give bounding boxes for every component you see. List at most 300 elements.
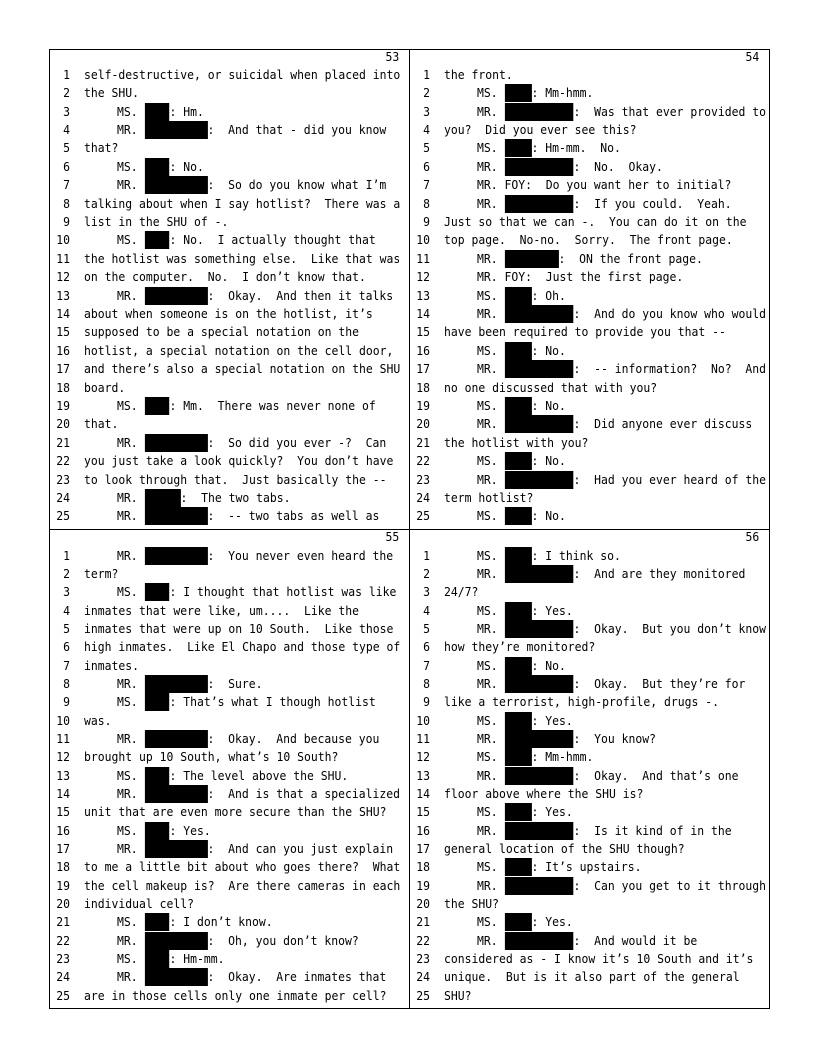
speaker-title: MS. — [117, 767, 138, 783]
line-number: 22 — [416, 932, 430, 948]
speaker-title: MR. — [117, 969, 138, 985]
speaker-title: MR. — [117, 676, 138, 691]
page-number: 53 — [385, 49, 399, 64]
line-number: 10 — [56, 712, 70, 728]
line-text: no one discussed that with you? — [444, 379, 658, 395]
redaction-box — [504, 84, 531, 102]
line-content — [444, 323, 726, 341]
transcript-line — [49, 305, 409, 323]
line-number: 16 — [56, 342, 70, 358]
line-content — [477, 397, 566, 415]
line-text: that? — [84, 140, 119, 156]
line-number: 2 — [423, 85, 430, 101]
line-content — [84, 66, 400, 84]
line-text: FOY: Do you want her to initial? — [504, 177, 732, 193]
line-content — [84, 748, 338, 766]
line-content — [444, 379, 657, 397]
redaction-box — [504, 305, 573, 323]
line-content — [477, 287, 566, 305]
line-number: 7 — [423, 177, 430, 193]
transcript-line — [49, 489, 409, 507]
line-text: like a terrorist, high-profile, drugs -. — [444, 694, 719, 710]
line-content — [84, 379, 125, 397]
transcript-line — [49, 968, 409, 986]
line-content — [444, 121, 637, 139]
page-number: 56 — [745, 529, 759, 544]
transcript-line — [409, 858, 769, 876]
line-number: 6 — [63, 639, 70, 655]
transcript-line — [409, 342, 769, 360]
line-number: 25 — [56, 987, 70, 1003]
line-content — [84, 84, 139, 102]
line-content — [477, 803, 573, 821]
transcript-line — [49, 657, 409, 675]
line-number: 1 — [423, 547, 430, 563]
line-content — [117, 913, 273, 931]
line-number: 2 — [63, 85, 70, 101]
transcript-line — [49, 121, 409, 139]
transcript-line — [409, 121, 769, 139]
line-content — [117, 489, 290, 507]
line-number: 14 — [56, 306, 70, 321]
transcript-line — [409, 397, 769, 415]
transcript-line — [49, 139, 409, 157]
line-text: the hotlist was something else. Like that was — [84, 250, 401, 266]
transcript-line — [409, 638, 769, 656]
line-text: : And do you know who would — [573, 306, 766, 321]
line-content — [477, 877, 766, 895]
line-number: 17 — [416, 361, 430, 377]
redaction-box — [504, 803, 531, 821]
line-number: 8 — [63, 195, 70, 211]
line-content — [117, 968, 386, 986]
line-number: 2 — [423, 566, 430, 582]
line-number: 5 — [423, 140, 430, 156]
line-content — [117, 231, 376, 249]
line-number: 25 — [416, 987, 430, 1003]
line-content — [84, 620, 393, 638]
redaction-box — [144, 913, 169, 931]
transcript-line — [409, 987, 769, 1005]
line-text: high inmates. Like El Chapo and those type of — [84, 639, 401, 655]
line-content — [477, 195, 732, 213]
transcript-line — [409, 176, 769, 194]
line-text: supposed to be a special notation on the — [84, 324, 359, 340]
line-number: 11 — [56, 731, 70, 746]
line-number: 18 — [56, 859, 70, 875]
speaker-title: MR. — [477, 306, 498, 321]
line-text: : -- information? No? And — [573, 361, 766, 377]
line-text: individual cell? — [84, 895, 194, 911]
line-text: to me a little bit about who goes there? What — [84, 859, 401, 875]
transcript-line — [49, 323, 409, 341]
line-content — [444, 968, 740, 986]
line-number: 15 — [416, 324, 430, 340]
transcript-line — [49, 415, 409, 433]
line-text: : Hm. — [169, 103, 204, 119]
line-number: 9 — [63, 694, 70, 710]
line-content — [477, 103, 766, 121]
transcript-line — [409, 968, 769, 986]
line-content — [444, 66, 513, 84]
line-text: you? Did you ever see this? — [444, 122, 637, 137]
line-number: 12 — [56, 749, 70, 765]
line-text: inmates that were like, um.... Like the — [84, 602, 359, 618]
redaction-box — [144, 434, 207, 452]
transcript-line — [409, 877, 769, 895]
line-content — [117, 121, 386, 139]
redaction-box — [144, 397, 169, 415]
line-text: on the computer. No. I don’t know that. — [84, 269, 366, 285]
speaker-title: MR. — [117, 287, 138, 303]
line-content — [444, 434, 588, 452]
redaction-box — [504, 287, 531, 305]
redaction-box — [504, 360, 573, 378]
line-content — [117, 397, 376, 415]
transcript-line — [49, 785, 409, 803]
line-number: 1 — [63, 547, 70, 563]
line-text: : Yes. — [531, 712, 573, 728]
line-text: : It’s upstairs. — [531, 859, 642, 875]
speaker-title: MR. — [477, 177, 498, 193]
transcript-line — [49, 452, 409, 470]
line-content — [117, 583, 396, 601]
line-content — [444, 785, 643, 803]
line-number: 23 — [416, 471, 430, 487]
transcript-line — [49, 675, 409, 693]
transcript-line — [409, 913, 769, 931]
line-text: : That’s what I though hotlist — [169, 694, 376, 710]
line-text: : No. — [531, 508, 566, 524]
line-text: : So do you know what I’m — [207, 177, 387, 193]
speaker-title: MR. — [117, 490, 138, 505]
transcript-line — [49, 620, 409, 638]
line-text: : If you could. Yeah. — [573, 195, 732, 211]
line-text: and there’s also a special notation on the SHU — [84, 361, 401, 377]
line-content — [444, 489, 533, 507]
transcript-line — [49, 877, 409, 895]
speaker-title: MS. — [477, 342, 498, 358]
speaker-title: MS. — [117, 694, 138, 710]
line-content — [117, 507, 379, 525]
line-text: : Okay. And because you — [207, 731, 380, 746]
speaker-title: MR. — [477, 932, 498, 948]
line-text: : Hm-mm. — [169, 950, 225, 966]
line-number: 25 — [416, 508, 430, 524]
line-content — [117, 176, 386, 194]
line-content — [84, 803, 386, 821]
line-text: : Did anyone ever discuss — [573, 416, 753, 432]
line-content — [444, 213, 746, 231]
line-text: talking about when I say hotlist? There was a — [84, 195, 401, 211]
speaker-title: MR. — [117, 122, 138, 137]
line-content — [477, 547, 621, 565]
line-content — [477, 305, 766, 323]
transcript-line — [409, 657, 769, 675]
line-number: 7 — [63, 177, 70, 193]
redaction-box — [504, 730, 573, 748]
redaction-box — [504, 507, 531, 525]
line-content — [84, 139, 118, 157]
transcript-line — [49, 602, 409, 620]
transcript-page — [49, 529, 409, 1008]
line-text: : The level above the SHU. — [169, 767, 349, 783]
line-text: : And that - did you know — [207, 122, 387, 137]
speaker-title: MS. — [477, 749, 498, 765]
line-number: 17 — [416, 840, 430, 856]
transcript-line — [409, 213, 769, 231]
line-text: : Okay. And then it talks — [207, 287, 394, 303]
redaction-box — [504, 877, 573, 895]
line-content — [117, 822, 211, 840]
line-text: : Okay. Are inmates that — [207, 969, 387, 985]
speaker-title: MR. — [477, 158, 498, 174]
line-text: hotlist, a special notation on the cell door, — [84, 342, 394, 358]
line-content — [117, 103, 204, 121]
line-content — [84, 195, 400, 213]
line-text: SHU? — [444, 987, 472, 1003]
line-content — [84, 858, 400, 876]
line-text: : Is it kind of in the — [573, 822, 732, 838]
transcript-line — [49, 822, 409, 840]
transcript-line — [49, 176, 409, 194]
line-number: 6 — [423, 158, 430, 174]
line-text: : And is that a specialized — [207, 785, 400, 801]
line-content — [477, 360, 766, 378]
line-number: 9 — [63, 214, 70, 229]
line-content — [477, 602, 573, 620]
transcript-line — [49, 507, 409, 525]
line-number: 6 — [63, 158, 70, 174]
line-number: 18 — [416, 859, 430, 875]
transcript-line — [49, 932, 409, 950]
line-content — [84, 712, 112, 730]
line-number: 20 — [56, 895, 70, 911]
transcript-line — [49, 693, 409, 711]
speaker-title: MS. — [477, 657, 498, 673]
line-number: 9 — [423, 214, 430, 229]
redaction-box — [144, 176, 207, 194]
line-text: the hotlist with you? — [444, 434, 589, 450]
transcript-line — [409, 360, 769, 378]
speaker-title: MS. — [477, 547, 498, 563]
line-content — [477, 452, 566, 470]
line-text: : Hm-mm. No. — [531, 140, 621, 156]
line-number: 15 — [416, 804, 430, 820]
line-content — [444, 231, 733, 249]
line-number: 6 — [423, 639, 430, 655]
redaction-box — [144, 103, 169, 121]
line-content — [477, 471, 766, 489]
line-number: 3 — [63, 584, 70, 600]
speaker-title: MS. — [477, 287, 498, 303]
speaker-title: MR. — [477, 566, 498, 582]
line-text: : Oh, you don’t know? — [207, 932, 359, 948]
speaker-title: MR. — [117, 547, 138, 563]
transcript-line — [409, 950, 769, 968]
speaker-title: MR. — [477, 676, 498, 691]
line-number: 14 — [416, 785, 430, 801]
transcript-line — [409, 840, 769, 858]
redaction-box — [144, 968, 207, 986]
line-number: 16 — [416, 342, 430, 358]
transcript-line — [49, 342, 409, 360]
line-content — [84, 565, 118, 583]
line-content — [117, 693, 376, 711]
line-number: 19 — [416, 398, 430, 413]
line-text: the cell makeup is? Are there cameras in each — [84, 877, 401, 893]
line-number: 10 — [56, 232, 70, 248]
line-text: about when someone is on the hotlist, it’s — [84, 306, 373, 321]
line-text: : And would it be — [573, 932, 698, 948]
line-content — [477, 565, 745, 583]
line-number: 13 — [56, 767, 70, 783]
line-content — [117, 434, 386, 452]
line-content — [117, 950, 224, 968]
line-content — [477, 858, 641, 876]
transcript-line — [49, 231, 409, 249]
transcript-line — [409, 103, 769, 121]
redaction-box — [504, 158, 573, 176]
line-number: 23 — [56, 471, 70, 487]
line-number: 1 — [63, 66, 70, 82]
transcript-line — [49, 767, 409, 785]
transcript-line — [409, 84, 769, 102]
line-number: 7 — [423, 657, 430, 673]
transcript-line — [49, 268, 409, 286]
line-number: 22 — [56, 932, 70, 948]
redaction-box — [144, 507, 207, 525]
speaker-title: MR. — [477, 877, 498, 893]
line-number: 5 — [63, 140, 70, 156]
transcript-line — [49, 434, 409, 452]
speaker-title: MS. — [117, 914, 138, 930]
line-content — [84, 342, 393, 360]
redaction-box — [144, 583, 169, 601]
redaction-box — [504, 415, 573, 433]
transcript-line — [49, 547, 409, 565]
transcript-line — [49, 250, 409, 268]
line-number: 25 — [56, 508, 70, 524]
redaction-box — [144, 231, 169, 249]
redaction-box — [144, 287, 207, 305]
line-text: to look through that. Just basically the -- — [84, 471, 387, 487]
transcript-line — [49, 287, 409, 305]
line-number: 3 — [423, 103, 430, 119]
line-text: board. — [84, 379, 126, 395]
transcript-line — [409, 803, 769, 821]
speaker-title: MR. — [477, 767, 498, 783]
line-number: 14 — [416, 306, 430, 321]
line-content — [84, 602, 359, 620]
line-text: general location of the SHU though? — [444, 840, 685, 856]
speaker-title: MS. — [477, 398, 498, 413]
line-number: 5 — [423, 621, 430, 637]
line-text: : No. — [531, 342, 566, 358]
line-number: 11 — [56, 250, 70, 266]
redaction-box — [504, 250, 558, 268]
redaction-box — [504, 767, 573, 785]
transcript-line — [409, 415, 769, 433]
redaction-box — [504, 602, 531, 620]
transcript-line — [49, 195, 409, 213]
redaction-box — [504, 748, 531, 766]
line-content — [477, 932, 697, 950]
redaction-box — [504, 712, 531, 730]
line-content — [444, 638, 595, 656]
line-text: : I think so. — [531, 547, 621, 563]
line-text: : Okay. But they’re for — [573, 676, 746, 691]
line-number: 8 — [423, 676, 430, 691]
line-text: brought up 10 South, what’s 10 South? — [84, 749, 339, 765]
line-text: : I thought that hotlist was like — [169, 584, 397, 600]
line-text: : Mm. There was never none of — [169, 398, 376, 413]
speaker-title: MS. — [477, 85, 498, 101]
line-number: 19 — [56, 398, 70, 413]
transcript-page — [49, 49, 409, 528]
line-text: have been required to provide you that -- — [444, 324, 726, 340]
redaction-box — [504, 471, 573, 489]
line-number: 9 — [423, 694, 430, 710]
line-number: 10 — [416, 712, 430, 728]
speaker-title: MS. — [477, 859, 498, 875]
line-number: 24 — [416, 969, 430, 985]
line-content — [477, 415, 752, 433]
line-text: : -- two tabs as well as — [207, 508, 380, 524]
transcript-line — [409, 489, 769, 507]
transcript-line — [49, 360, 409, 378]
speaker-title: MS. — [117, 398, 138, 413]
line-text: self-destructive, or suicidal when placed into — [84, 66, 401, 82]
speaker-title: MR. — [117, 840, 138, 856]
line-number: 13 — [56, 287, 70, 303]
transcript-line — [49, 84, 409, 102]
transcript-line — [409, 305, 769, 323]
redaction-box — [144, 767, 169, 785]
speaker-title: MS. — [477, 508, 498, 524]
speaker-title: MS. — [477, 140, 498, 156]
line-content — [117, 932, 359, 950]
line-content — [477, 730, 656, 748]
speaker-title: MS. — [477, 602, 498, 618]
line-content — [477, 84, 593, 102]
line-content — [477, 913, 573, 931]
line-content — [84, 987, 386, 1005]
line-content — [117, 547, 393, 565]
line-text: : Mm-hmm. — [531, 749, 594, 765]
line-text: : No. — [531, 453, 566, 469]
speaker-title: MS. — [117, 158, 138, 174]
line-text: : No. I actually thought that — [169, 232, 376, 248]
speaker-title: MS. — [477, 712, 498, 728]
transcript-line — [49, 379, 409, 397]
line-content — [117, 767, 348, 785]
transcript-line — [409, 547, 769, 565]
transcript-line — [409, 602, 769, 620]
line-content — [84, 471, 386, 489]
line-number: 12 — [416, 749, 430, 765]
line-number: 19 — [56, 877, 70, 893]
transcript-line — [49, 987, 409, 1005]
line-text: top page. No-no. Sorry. The front page. — [444, 232, 733, 248]
line-number: 24 — [56, 490, 70, 505]
line-text: : Okay. And that’s one — [573, 767, 739, 783]
transcript-line — [49, 638, 409, 656]
line-text: inmates that were up on 10 South. Like those — [84, 621, 394, 637]
line-text: you just take a look quickly? You don’t have — [84, 453, 394, 469]
line-text: : I don’t know. — [169, 914, 273, 930]
transcript-line — [409, 268, 769, 286]
